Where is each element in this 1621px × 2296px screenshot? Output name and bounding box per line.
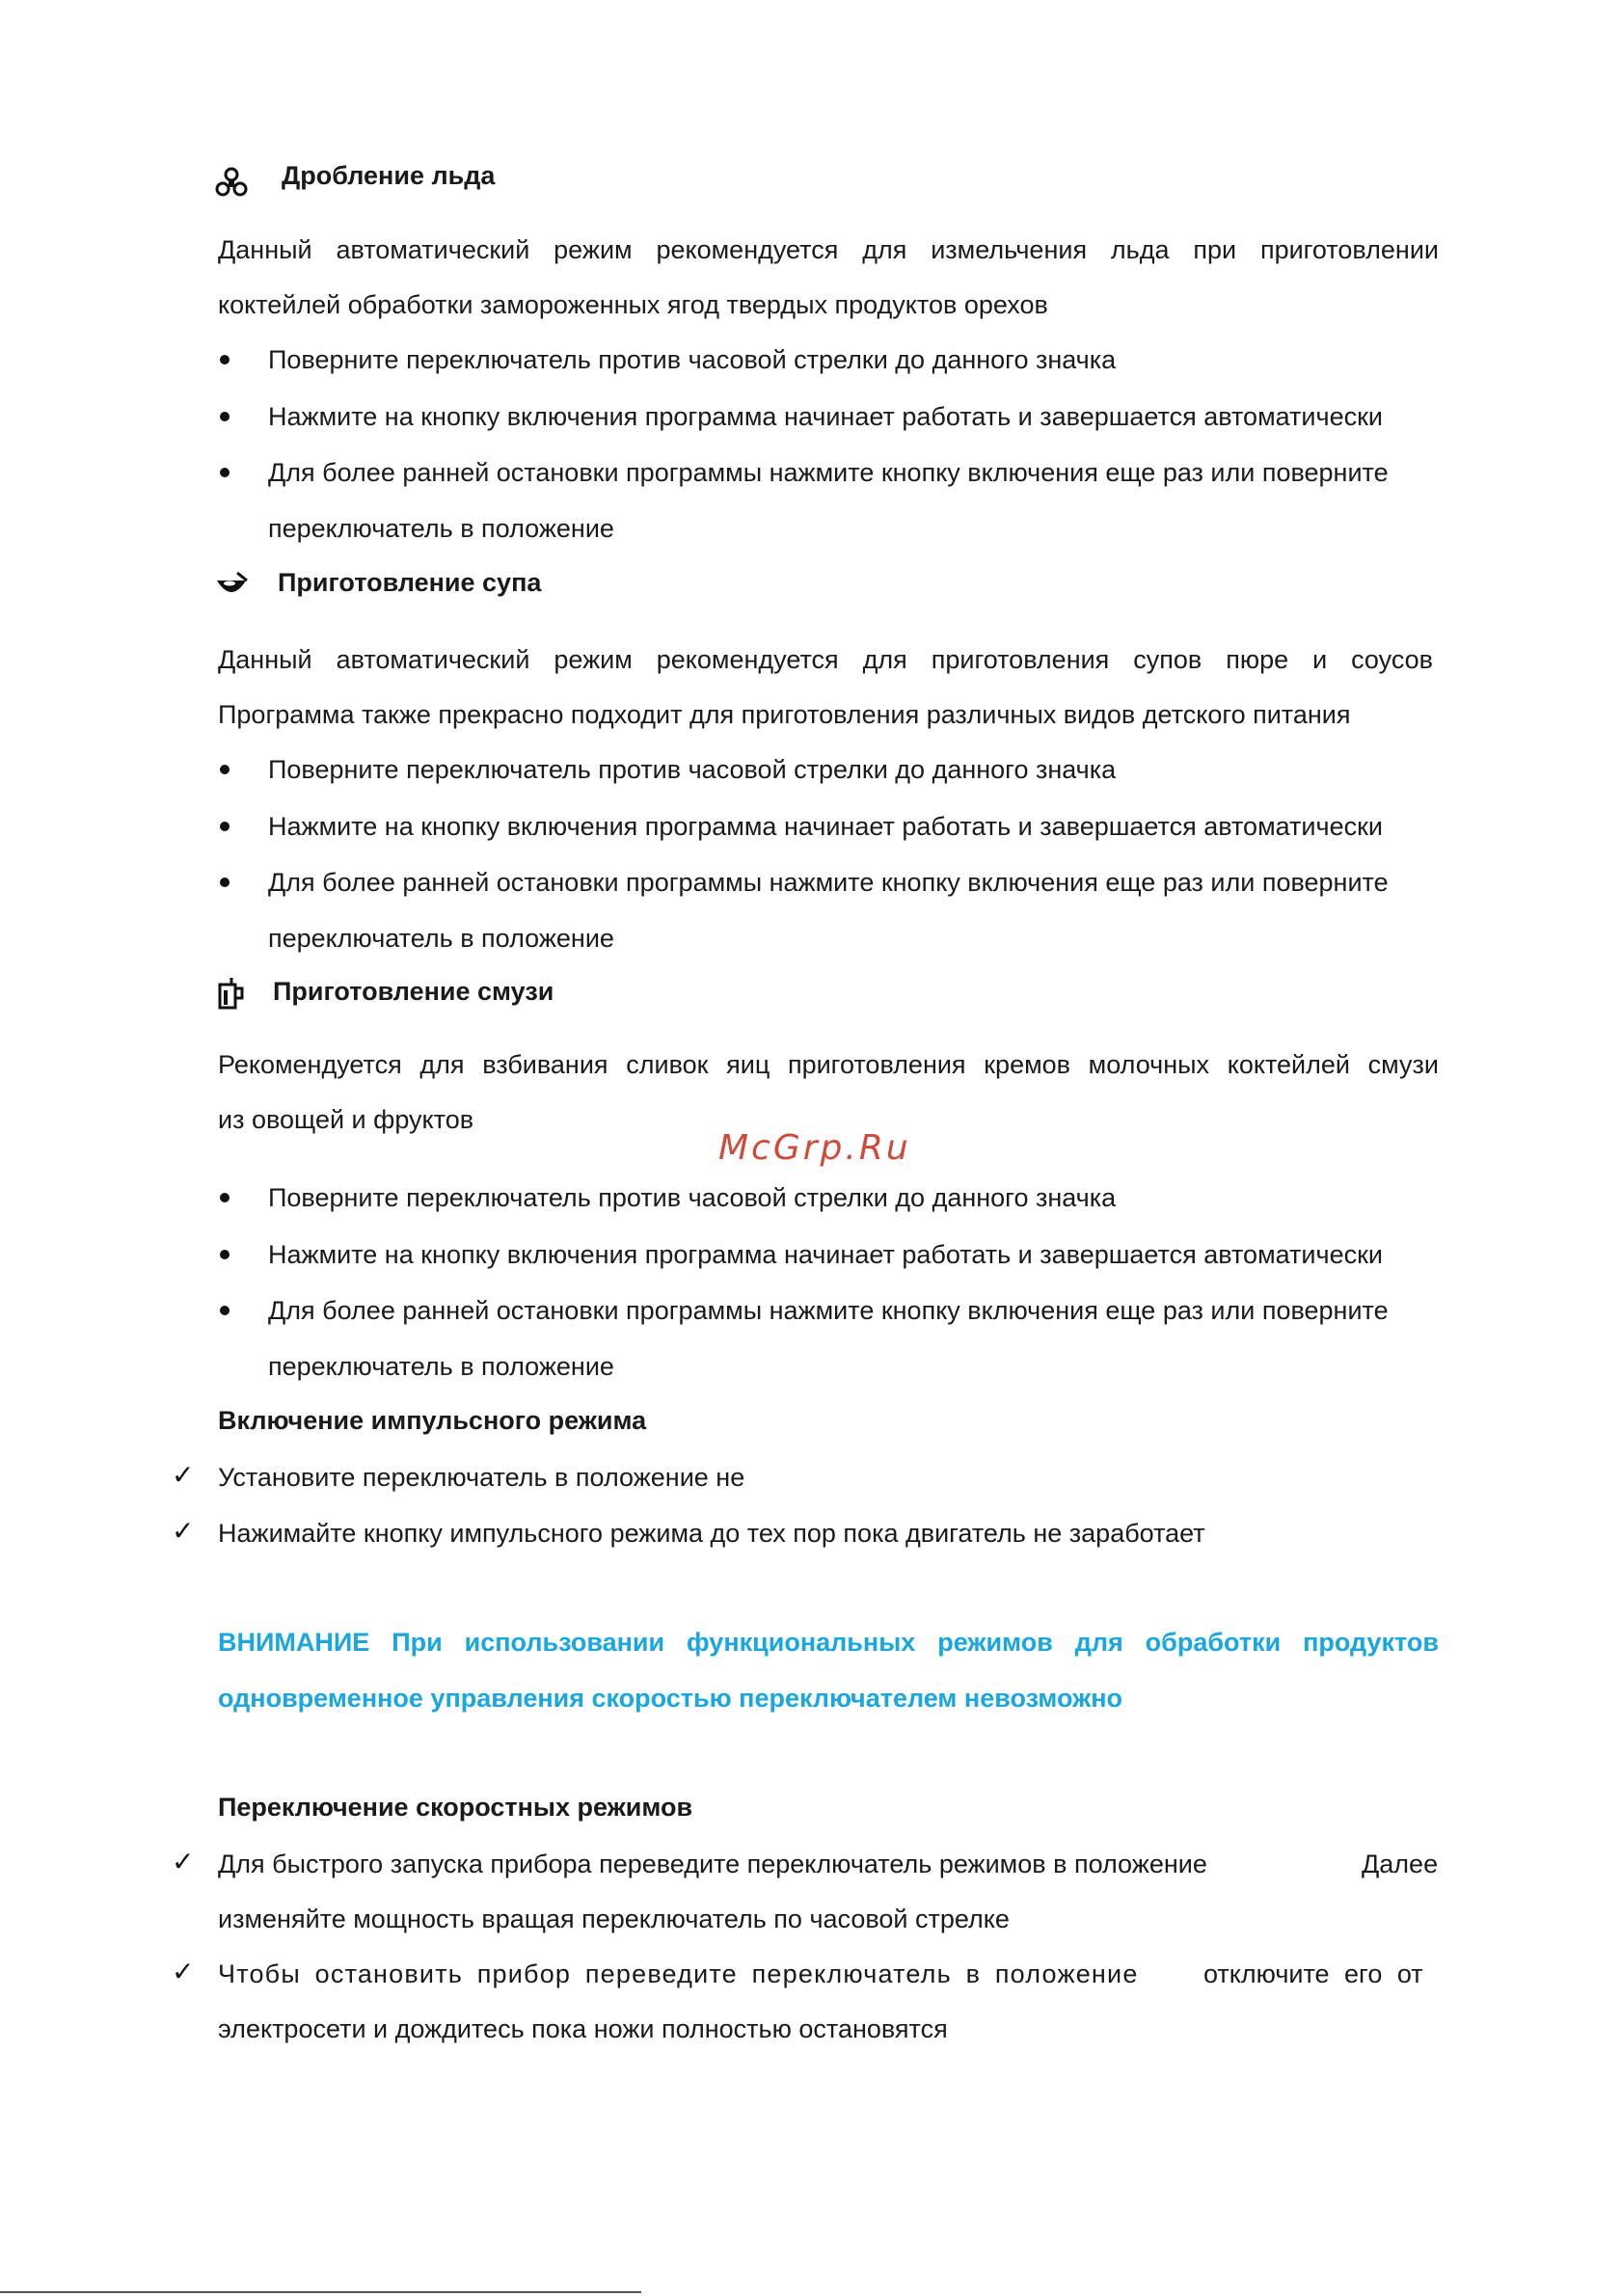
watermark: McGrp.Ru xyxy=(718,1128,911,1168)
bullet-dot xyxy=(220,355,230,365)
bullet-dot xyxy=(220,468,230,477)
list-item: Для более ранней остановки программы нажмите кнопку включения еще раз или поверните xyxy=(268,868,1389,897)
list-item-continuation: переключатель в положение xyxy=(268,1352,614,1381)
bullet-dot xyxy=(220,1250,230,1259)
list-item-continuation: переключатель в положение xyxy=(268,514,614,543)
list-item-continuation: переключатель в положение xyxy=(268,924,614,953)
speed-item-1-line-2: изменяйте мощность вращая переключатель по часовой стрелке xyxy=(218,1904,1010,1933)
pulse-title: Включение импульсного режима xyxy=(218,1406,647,1435)
list-item: Поверните переключатель против часовой стрелки до данного значка xyxy=(268,345,1117,374)
speed-title: Переключение скоростных режимов xyxy=(218,1793,693,1822)
ice-crush-icon xyxy=(214,166,249,199)
checkmark-icon: ✓ xyxy=(172,1459,195,1491)
footnote-separator xyxy=(0,2291,641,2293)
smoothie-icon xyxy=(216,977,245,1010)
intro-smoothie-line-1: Рекомендуется для взбивания сливок яиц приготовления кремов молочных коктейлей смузи xyxy=(218,1050,1439,1079)
soup-icon xyxy=(214,571,249,600)
bullet-dot xyxy=(220,1306,230,1315)
intro-ice-line-1: Данный автоматический режим рекомендуется для измельчения льда при приготовлении xyxy=(218,235,1439,264)
bullet-dot xyxy=(220,822,230,831)
intro-smoothie-line-2: из овощей и фруктов xyxy=(218,1105,474,1134)
checkmark-icon: ✓ xyxy=(172,1846,195,1877)
checkmark-icon: ✓ xyxy=(172,1956,195,1987)
intro-ice-line-2: коктейлей обработки замороженных ягод твердых продуктов орехов xyxy=(218,290,1048,319)
speed-item-1-part-a: Для быстрого запуска прибора переведите переключатель режимов в положение xyxy=(218,1850,1207,1878)
list-item: Нажмите на кнопку включения программа начинает работать и завершается автоматически xyxy=(268,812,1383,841)
speed-item-1-part-b: Далее xyxy=(1362,1850,1439,1878)
list-item: Нажмите на кнопку включения программа начинает работать и завершается автоматически xyxy=(268,402,1383,431)
bullet-dot xyxy=(220,412,230,421)
bullet-dot xyxy=(220,1193,230,1202)
section-title-ice: Дробление льда xyxy=(282,161,496,190)
checkmark-icon: ✓ xyxy=(172,1515,195,1547)
list-item: Для более ранней остановки программы нажмите кнопку включения еще раз или поверните xyxy=(268,1296,1389,1325)
warning-line-1: ВНИМАНИЕ При использовании функциональных режимов для обработки продуктов xyxy=(218,1628,1439,1657)
list-item: Поверните переключатель против часовой стрелки до данного значка xyxy=(268,755,1117,784)
section-title-smoothie: Приготовление смузи xyxy=(273,977,554,1006)
speed-item-2-part-a: Чтобы остановить прибор переведите переключатель в положение xyxy=(218,1959,1139,1988)
speed-item-2-line-2: электросети и дождитесь пока ножи полностью остановятся xyxy=(218,2014,948,2043)
intro-soup-line-2: Программа также прекрасно подходит для приготовления различных видов детского питания xyxy=(218,700,1351,729)
pulse-item-1: Установите переключатель в положение не xyxy=(218,1463,745,1492)
section-title-soup: Приготовление супа xyxy=(278,568,542,597)
intro-soup-line-1: Данный автоматический режим рекомендуется для приготовления супов пюре и соусов xyxy=(218,645,1433,674)
list-item: Поверните переключатель против часовой стрелки до данного значка xyxy=(268,1183,1117,1212)
speed-item-2-part-b: отключите его от xyxy=(1203,1959,1423,1988)
bullet-dot xyxy=(220,765,230,774)
list-item: Для более ранней остановки программы нажмите кнопку включения еще раз или поверните xyxy=(268,458,1389,487)
bullet-dot xyxy=(220,878,230,887)
pulse-item-2: Нажимайте кнопку импульсного режима до тех пор пока двигатель не заработает xyxy=(218,1519,1205,1548)
list-item: Нажмите на кнопку включения программа начинает работать и завершается автоматически xyxy=(268,1240,1383,1269)
warning-line-2: одновременное управления скоростью переключателем невозможно xyxy=(218,1684,1123,1713)
